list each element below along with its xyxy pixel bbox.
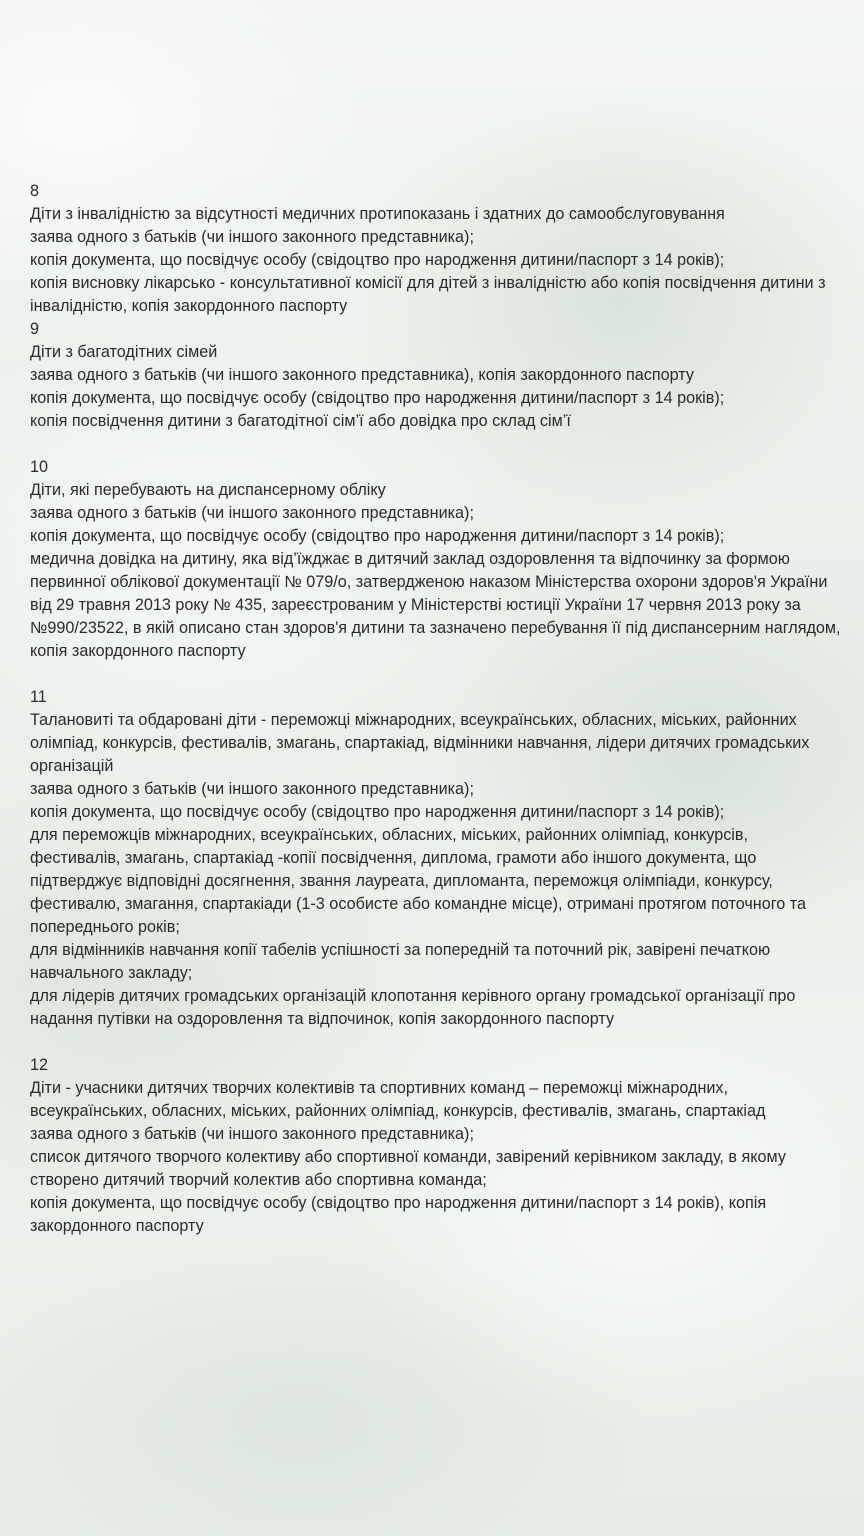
requirement-line: копія документа, що посвідчує особу (свідоцтво про народження дитини/паспорт з 14 років); — [30, 389, 725, 407]
section-12 — [30, 1054, 842, 1238]
requirement-line: для лідерів дитячих громадських організацій клопотання керівного органу громадської організації про надання путівки на оздоровлення та відпочинок, копія закордонного паспорту — [30, 987, 796, 1028]
requirement-line: копія документа, що посвідчує особу (свідоцтво про народження дитини/паспорт з 14 років); — [30, 251, 725, 269]
section-title: Діти, які перебувають на диспансерному обліку — [30, 481, 386, 499]
section-10 — [30, 456, 842, 663]
requirement-line: медична довідка на дитину, яка від’їжджає в дитячий заклад оздоровлення та відпочинку за формою первинної облікової документації № 079/о, затвердженою наказом Міністерства охорони здоров'я України від 29 травня 2013 року № 435, зареєстрованим у Міністерстві юстиції України 17 червня 2013 року за №990/23522, в якій описано стан здоров'я дитини та зазначено перебування її під диспансерним наглядом, копія закордонного паспорту — [30, 550, 841, 660]
section-title: Діти з багатодітних сімей — [30, 343, 218, 361]
document-body — [30, 180, 842, 1238]
requirement-line: заява одного з батьків (чи іншого законного представника); — [30, 1125, 474, 1143]
requirement-line: для переможців міжнародних, всеукраїнських, обласних, міських, районних олімпіад, конкурсів, фестивалів, змагань, спартакіад -копії посвідчення, диплома, грамоти або іншого документа, що підтверджує відповідні досягнення, звання лауреата, дипломанта, переможця олімпіади, конкурсу, фестивалю, змагання, спартакіади (1-3 особисте або командне місце), отримані протягом поточного та попереднього років; — [30, 826, 807, 936]
requirement-line: копія документа, що посвідчує особу (свідоцтво про народження дитини/паспорт з 14 років); — [30, 803, 725, 821]
requirement-line: заява одного з батьків (чи іншого законного представника), копія закордонного паспорту — [30, 366, 694, 384]
section-11 — [30, 686, 842, 1031]
section-number: 12 — [30, 1056, 49, 1074]
section-number: 9 — [30, 320, 40, 338]
requirement-line: заява одного з батьків (чи іншого законного представника); — [30, 780, 474, 798]
section-number: 10 — [30, 458, 49, 476]
requirement-line: копія висновку лікарсько - консультативної комісії для дітей з інвалідністю або копія посвідчення дитини з інвалідністю, копія закордонного паспорту — [30, 274, 826, 315]
section-number: 11 — [30, 688, 47, 706]
requirement-line: список дитячого творчого колективу або спортивної команди, завірений керівником закладу, в якому створено дитячий творчий колектив або спортивна команда; — [30, 1148, 786, 1189]
requirement-line: копія посвідчення дитини з багатодітної сім’ї або довідка про склад сім’ї — [30, 412, 571, 430]
requirement-line: копія документа, що посвідчує особу (свідоцтво про народження дитини/паспорт з 14 років); — [30, 527, 725, 545]
section-title: Талановиті та обдаровані діти - переможці міжнародних, всеукраїнських, обласних, міських, районних олімпіад, конкурсів, фестивалів, змагань, спартакіад, відмінники навчання, лідери дитячих громадських організацій — [30, 711, 810, 775]
requirement-line: заява одного з батьків (чи іншого законного представника); — [30, 504, 474, 522]
requirement-line: заява одного з батьків (чи іншого законного представника); — [30, 228, 474, 246]
section-title: Діти з інвалідністю за відсутності медичних протипоказань і здатних до самообслуговування — [30, 205, 725, 223]
requirement-line: копія документа, що посвідчує особу (свідоцтво про народження дитини/паспорт з 14 років), копія закордонного паспорту — [30, 1194, 767, 1235]
section-number: 8 — [30, 182, 40, 200]
section-9 — [30, 318, 842, 433]
section-title: Діти - учасники дитячих творчих колективів та спортивних команд – переможці міжнародних, всеукраїнських, обласних, міських, районних олімпіад, конкурсів, фестивалів, змагань, спартакіад — [30, 1079, 766, 1120]
requirement-line: для відмінників навчання копії табелів успішності за попередній та поточний рік, завірені печаткою навчального закладу; — [30, 941, 771, 982]
section-8 — [30, 180, 842, 318]
